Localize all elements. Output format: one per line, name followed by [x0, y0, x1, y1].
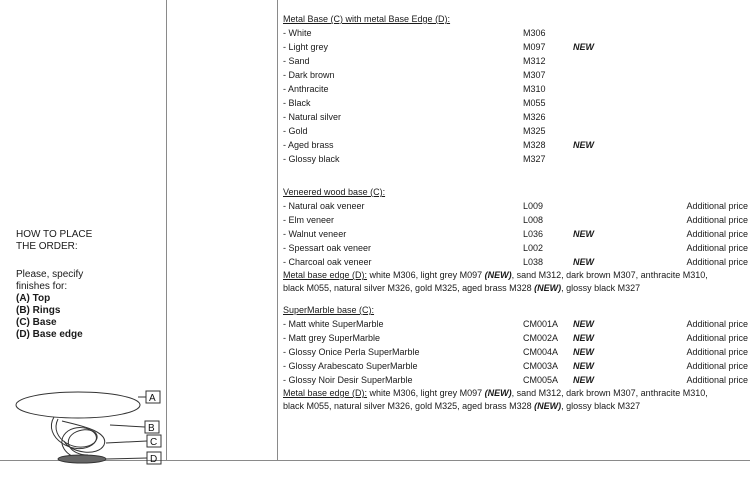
table-illustration — [14, 385, 164, 469]
list-item: - Light grey M097 NEW — [283, 42, 594, 52]
table-top-shape — [16, 392, 140, 418]
list-item: - Black M055 — [283, 98, 546, 108]
list-item: - Natural silver M326 — [283, 112, 546, 122]
list-item: - Glossy Arabescato SuperMarble CM003A NEW Additional price — [283, 361, 748, 371]
finishes-list — [283, 12, 748, 413]
base-shape — [58, 455, 106, 463]
list-item: - Matt grey SuperMarble CM002A NEW Additional price — [283, 333, 748, 343]
marble-base-edge-note: Metal base edge (D): white M306, light grey M097 (NEW), sand M312, dark brown M307, anthracite M310, black M055, natural silver M326, gold M325, aged brass M328 (NEW), glossy black M327 — [283, 388, 708, 411]
diagram-label-c: C — [150, 437, 158, 448]
list-item: - Spessart oak veneer L002 Additional price — [283, 243, 748, 253]
list-item: - White M306 — [283, 28, 546, 38]
veneer-section-heading: Veneered wood base (C): — [283, 187, 386, 197]
list-item: - Sand M312 — [283, 56, 546, 66]
metal-section-heading: Metal Base (C) with metal Base Edge (D): — [283, 14, 451, 24]
marble-section-heading: SuperMarble base (C): — [283, 305, 375, 315]
finish-item-base-edge: (D) Base edge — [16, 329, 83, 340]
list-item: - Glossy black M327 — [283, 154, 546, 164]
list-item: - Dark brown M307 — [283, 70, 546, 80]
list-item: - Gold M325 — [283, 126, 546, 136]
list-item: - Charcoal oak veneer L038 NEW Additional price — [283, 257, 748, 267]
list-item: - Glossy Onice Perla SuperMarble CM004A NEW Additional price — [283, 347, 748, 357]
list-item: - Anthracite M310 — [283, 84, 546, 94]
order-instructions-column — [0, 0, 166, 465]
list-item: - Natural oak veneer L009 Additional price — [283, 201, 748, 211]
list-item: - Aged brass M328 NEW — [283, 140, 594, 150]
order-title-line1: HOW TO PLACE — [16, 229, 93, 240]
finish-item-top: (A) Top — [16, 293, 51, 304]
diagram-label-b: B — [148, 423, 155, 434]
diagram-label-a: A — [149, 393, 156, 404]
veneer-base-edge-note: Metal base edge (D): white M306, light grey M097 (NEW), sand M312, dark brown M307, anthracite M310, black M055, natural silver M326, gold M325, aged brass M328 (NEW), glossy black M327 — [283, 270, 708, 293]
finish-item-rings: (B) Rings — [16, 305, 61, 316]
order-title-line2: THE ORDER: — [16, 241, 78, 252]
list-item: - Elm veneer L008 Additional price — [283, 215, 748, 225]
specify-line2: finishes for: — [16, 281, 68, 292]
specify-line1: Please, specify — [16, 269, 84, 280]
list-item: - Walnut veneer L036 NEW Additional price — [283, 229, 748, 239]
order-instructions — [16, 229, 92, 341]
diagram-label-d: D — [150, 454, 158, 465]
list-item: - Glossy Noir Desir SuperMarble CM005A NEW Additional price — [283, 375, 748, 385]
finish-item-base: (C) Base — [16, 317, 57, 328]
list-item: - Matt white SuperMarble CM001A NEW Additional price — [283, 319, 748, 329]
